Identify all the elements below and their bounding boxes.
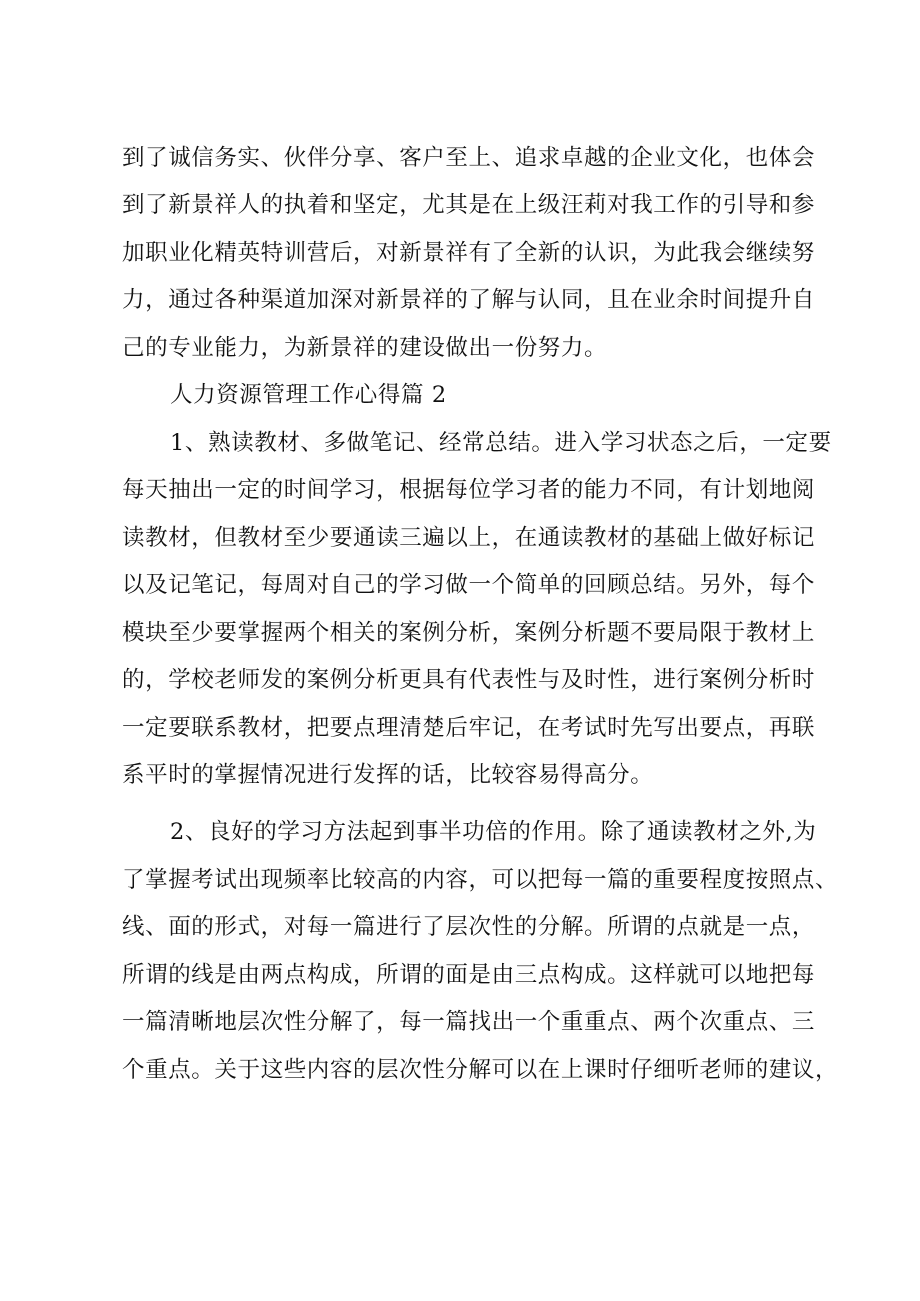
- paragraph-line: 1、熟读教材、多做笔记、经常总结。进入学习状态之后，一定要: [170, 430, 832, 456]
- paragraph-line: 的，学校老师发的案例分析更具有代表性与及时性，进行案例分析时: [122, 667, 816, 693]
- paragraph-line: 所谓的线是由两点构成，所谓的面是由三点构成。这样就可以地把每: [122, 962, 816, 988]
- paragraph-line: 到了诚信务实、伙伴分享、客户至上、追求卓越的企业文化，也体会: [122, 145, 816, 171]
- paragraph-line: 个重点。关于这些内容的层次性分解可以在上课时仔细听老师的建议，: [122, 1057, 839, 1083]
- paragraph-line: 2、良好的学习方法起到事半功倍的作用。除了通读教材之外,为: [170, 819, 817, 845]
- paragraph-line: 加职业化精英特训营后，对新景祥有了全新的认识，为此我会继续努: [122, 240, 816, 266]
- paragraph-line: 读教材，但教材至少要通读三遍以上，在通读教材的基础上做好标记: [122, 525, 816, 551]
- paragraph-line: 线、面的形式，对每一篇进行了层次性的分解。所谓的点就是一点，: [122, 914, 816, 940]
- paragraph-line: 己的专业能力，为新景祥的建设做出一份努力。: [122, 335, 608, 361]
- paragraph-line: 了掌握考试出现频率比较高的内容，可以把每一篇的重要程度按照点、: [122, 867, 839, 893]
- section-heading: 人力资源管理工作心得篇 2: [170, 382, 447, 408]
- paragraph-line: 每天抽出一定的时间学习，根据每位学习者的能力不同，有计划地阅: [122, 477, 816, 503]
- paragraph-line: 力，通过各种渠道加深对新景祥的了解与认同，且在业余时间提升自: [122, 287, 816, 313]
- paragraph-line: 一定要联系教材，把要点理清楚后牢记，在考试时先写出要点，再联: [122, 715, 816, 741]
- paragraph-line: 模块至少要掌握两个相关的案例分析，案例分析题不要局限于教材上: [122, 620, 816, 646]
- paragraph-line: 以及记笔记，每周对自己的学习做一个简单的回顾总结。另外，每个: [122, 572, 816, 598]
- paragraph-line: 到了新景祥人的执着和坚定，尤其是在上级汪莉对我工作的引导和参: [122, 192, 816, 218]
- paragraph-line: 系平时的掌握情况进行发挥的话，比较容易得高分。: [122, 762, 654, 788]
- paragraph-line: 一篇清晰地层次性分解了，每一篇找出一个重重点、两个次重点、三: [122, 1009, 816, 1035]
